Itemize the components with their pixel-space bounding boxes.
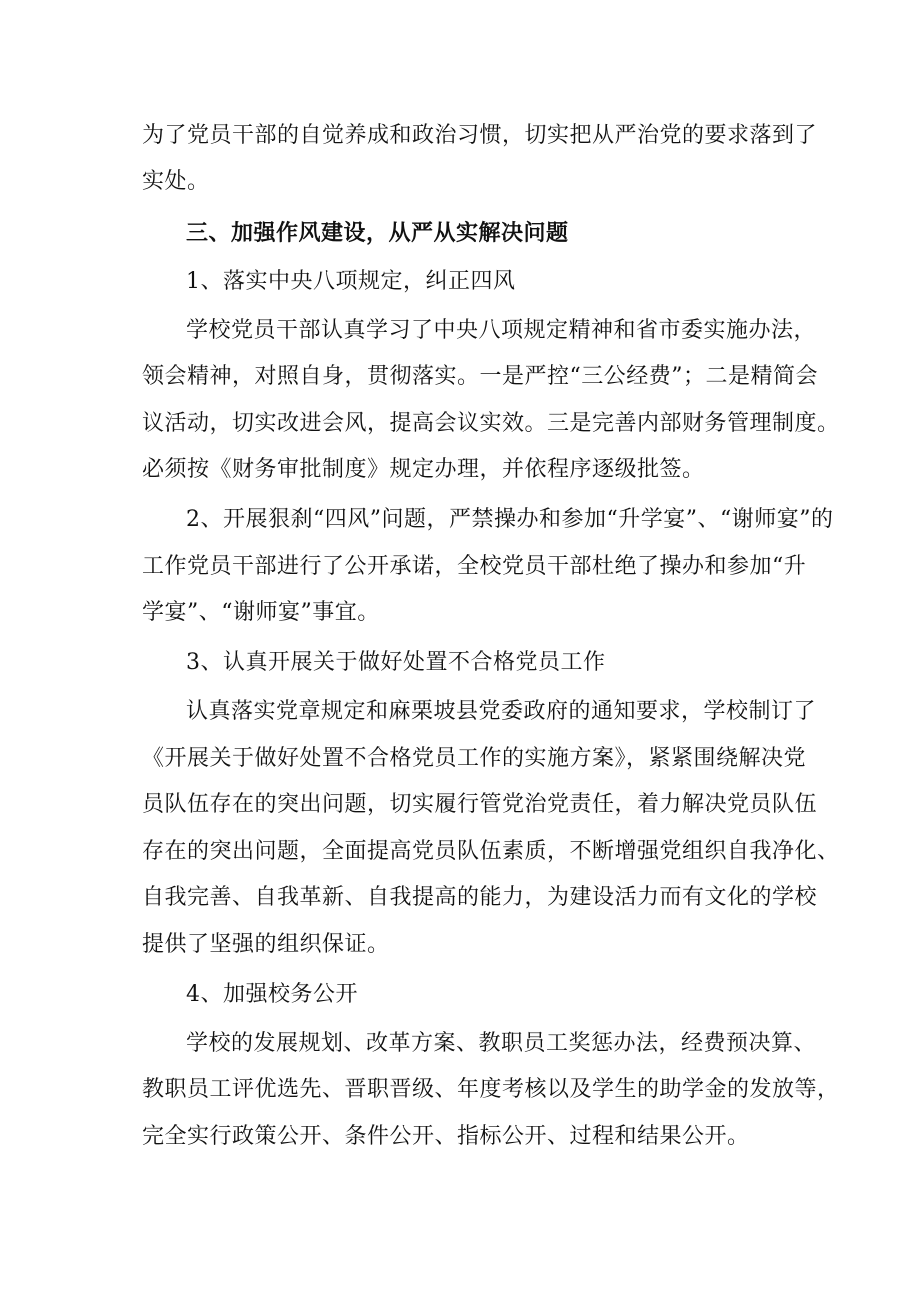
paragraph-line: 学校党员干部认真学习了中央八项规定精神和省市委实施办法， — [186, 318, 817, 343]
paragraph-line: 员队伍存在的突出问题，切实履行管党治党责任，着力解决党员队伍 — [142, 792, 818, 817]
paragraph-line: 议活动，切实改进会风，提高会议实效。三是完善内部财务管理制度。 — [142, 411, 840, 436]
paragraph-line: 完全实行政策公开、条件公开、指标公开、过程和结果公开。 — [142, 1124, 750, 1149]
paragraph-line: 实处。 — [142, 169, 210, 194]
paragraph-line: 领会精神，对照自身，贯彻落实。一是严控“三公经费”；二是精简会 — [142, 364, 818, 389]
paragraph-line: 工作党员干部进行了公开承诺，全校党员干部杜绝了操办和参加“升 — [142, 554, 807, 579]
paragraph-line: 学宴”、“谢师宴”事宜。 — [142, 600, 380, 625]
paragraph-line: 为了党员干部的自觉养成和政治习惯，切实把从严治党的要求落到了 — [142, 123, 818, 148]
paragraph-line: 教职员工评优选先、晋职晋级、年度考核以及学生的助学金的发放等， — [142, 1077, 840, 1102]
subsection-heading: 3、认真开展关于做好处置不合格党员工作 — [186, 650, 606, 675]
subsection-heading: 1、落实中央八项规定，纠正四风 — [186, 269, 516, 294]
paragraph-line: 学校的发展规划、改革方案、教职员工奖惩办法，经费预决算、 — [186, 1031, 817, 1056]
section-heading: 三、加强作风建设，从严从实解决问题 — [186, 220, 569, 246]
paragraph-line: 提供了坚强的组织保证。 — [142, 932, 390, 957]
paragraph-line: 必须按《财务审批制度》规定办理，并依程序逐级批签。 — [142, 457, 705, 482]
paragraph-line: 自我完善、自我革新、自我提高的能力，为建设活力而有文化的学校 — [142, 885, 818, 910]
paragraph-line: 2、开展狠刹“四风”问题，严禁操办和参加“升学宴”、“谢师宴”的 — [186, 507, 834, 532]
subsection-heading: 4、加强校务公开 — [186, 982, 358, 1007]
paragraph-line: 认真落实党章规定和麻栗坡县党委政府的通知要求，学校制订了 — [186, 699, 817, 724]
paragraph-line: 《开展关于做好处置不合格党员工作的实施方案》，紧紧围绕解决党 — [142, 746, 807, 771]
paragraph-line: 存在的突出问题，全面提高党员队伍素质，不断增强党组织自我净化、 — [142, 839, 840, 864]
